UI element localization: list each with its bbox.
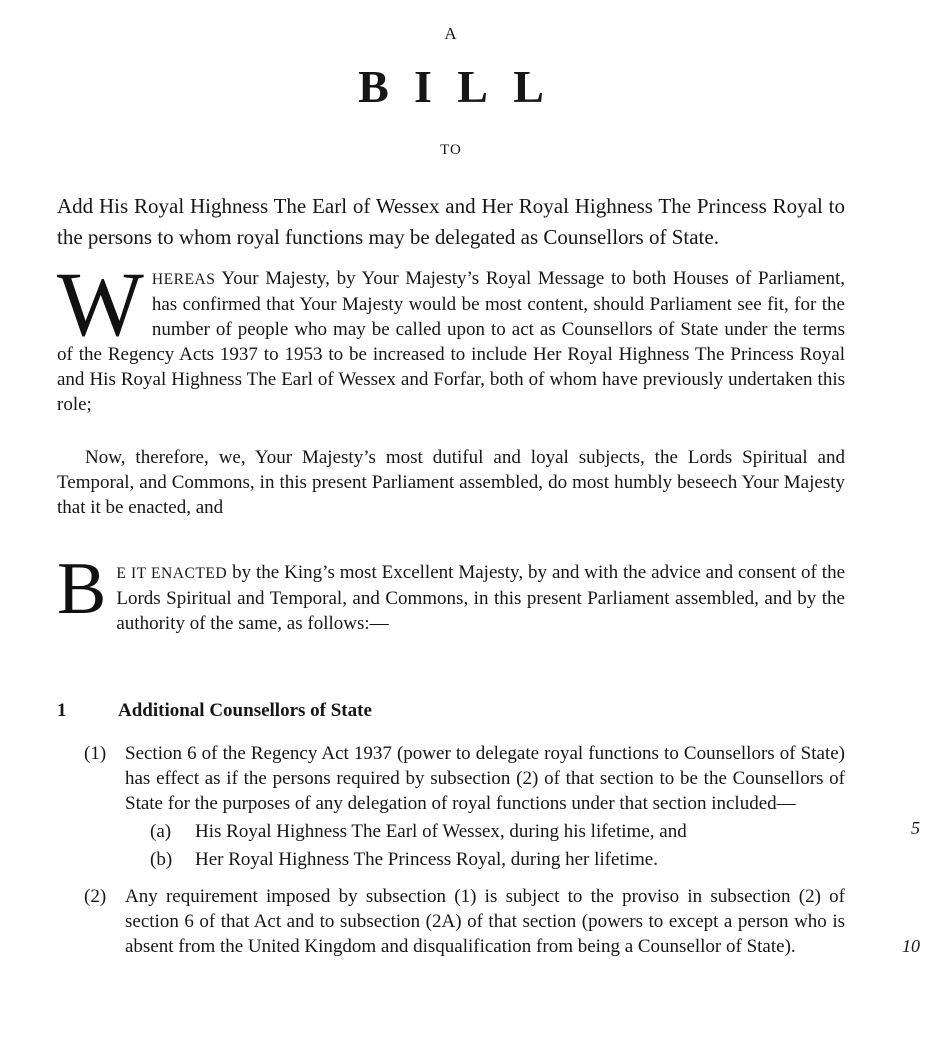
paragraph-a — [150, 819, 845, 844]
resolution-paragraph: Now, therefore, we, Your Majesty’s most dutiful and loyal subjects, the Lords Spiritual and Temporal, and Commons, in this present Parliament assembled, do most humbly beseech Your Majesty that it be enacted, and — [57, 447, 845, 518]
enacting-smallcaps: E IT ENACTED — [116, 565, 228, 582]
drop-cap-b: B — [57, 548, 107, 630]
bill-article-letter: A — [444, 24, 458, 43]
paragraph-a-text: His Royal Highness The Earl of Wessex, during his lifetime, and — [195, 821, 687, 842]
enacting-text: by the King’s most Excellent Majesty, by and with the advice and consent of the Lords Spiritual and Temporal, and Commons, in this present Parliament assembled, and by the authority of the same, as follows:— — [116, 562, 845, 634]
enacting-formula-paragraph — [57, 548, 845, 636]
subsection-2-text: Any requirement imposed by subsection (1) is subject to the proviso in subsection (2) of section 6 of that Act and to subsection (2A) of that section (powers to except a person who is absent from the United Kingdom and disqualification from being a Counsellor of State). — [125, 886, 845, 957]
paragraph-b — [150, 847, 845, 872]
section-heading — [57, 698, 845, 723]
preamble-paragraph — [57, 253, 846, 417]
subsection-1 — [84, 741, 920, 872]
subsection-1-text: Section 6 of the Regency Act 1937 (power to delegate royal functions to Counsellors of State) has effect as if the persons required by subsection (2) of that section to be the Counsellors of State for the purposes of any delegation of royal functions under that section included— — [125, 743, 845, 814]
paragraph-b-text: Her Royal Highness The Princess Royal, during her lifetime. — [195, 849, 658, 870]
bill-to-label: TO — [440, 142, 462, 158]
section-number: 1 — [57, 700, 67, 721]
margin-line-number-5: 5 — [911, 818, 920, 838]
paragraph-b-marker: (b) — [150, 849, 173, 870]
drop-cap-w: W — [57, 253, 144, 355]
subsection-2-marker: (2) — [84, 886, 107, 907]
bill-title: BILL — [358, 61, 570, 112]
section-title: Additional Counsellors of State — [118, 700, 372, 721]
margin-line-number-10: 10 — [902, 936, 920, 956]
preamble-text: Your Majesty, by Your Majesty’s Royal Message to both Houses of Parliament, has confirmed that Your Majesty would be most content, should Parliament see fit, for the number of people who may be called upon to act as Counsellors of State under the terms of the Regency Acts 1937 to 1953 to be increased to include Her Royal Highness The Princess Royal and His Royal Highness The Earl of Wessex and Forfar, both of whom have previously undertaken this role; — [57, 268, 846, 415]
paragraph-a-marker: (a) — [150, 821, 172, 842]
long-title: Add His Royal Highness The Earl of Wessex and Her Royal Highness The Princess Royal to the persons to whom royal functions may be delegated as Counsellors of State. — [57, 194, 845, 249]
preamble-smallcaps: HEREAS — [151, 271, 216, 288]
subsection-2 — [84, 884, 920, 959]
subsection-1-marker: (1) — [84, 743, 107, 764]
